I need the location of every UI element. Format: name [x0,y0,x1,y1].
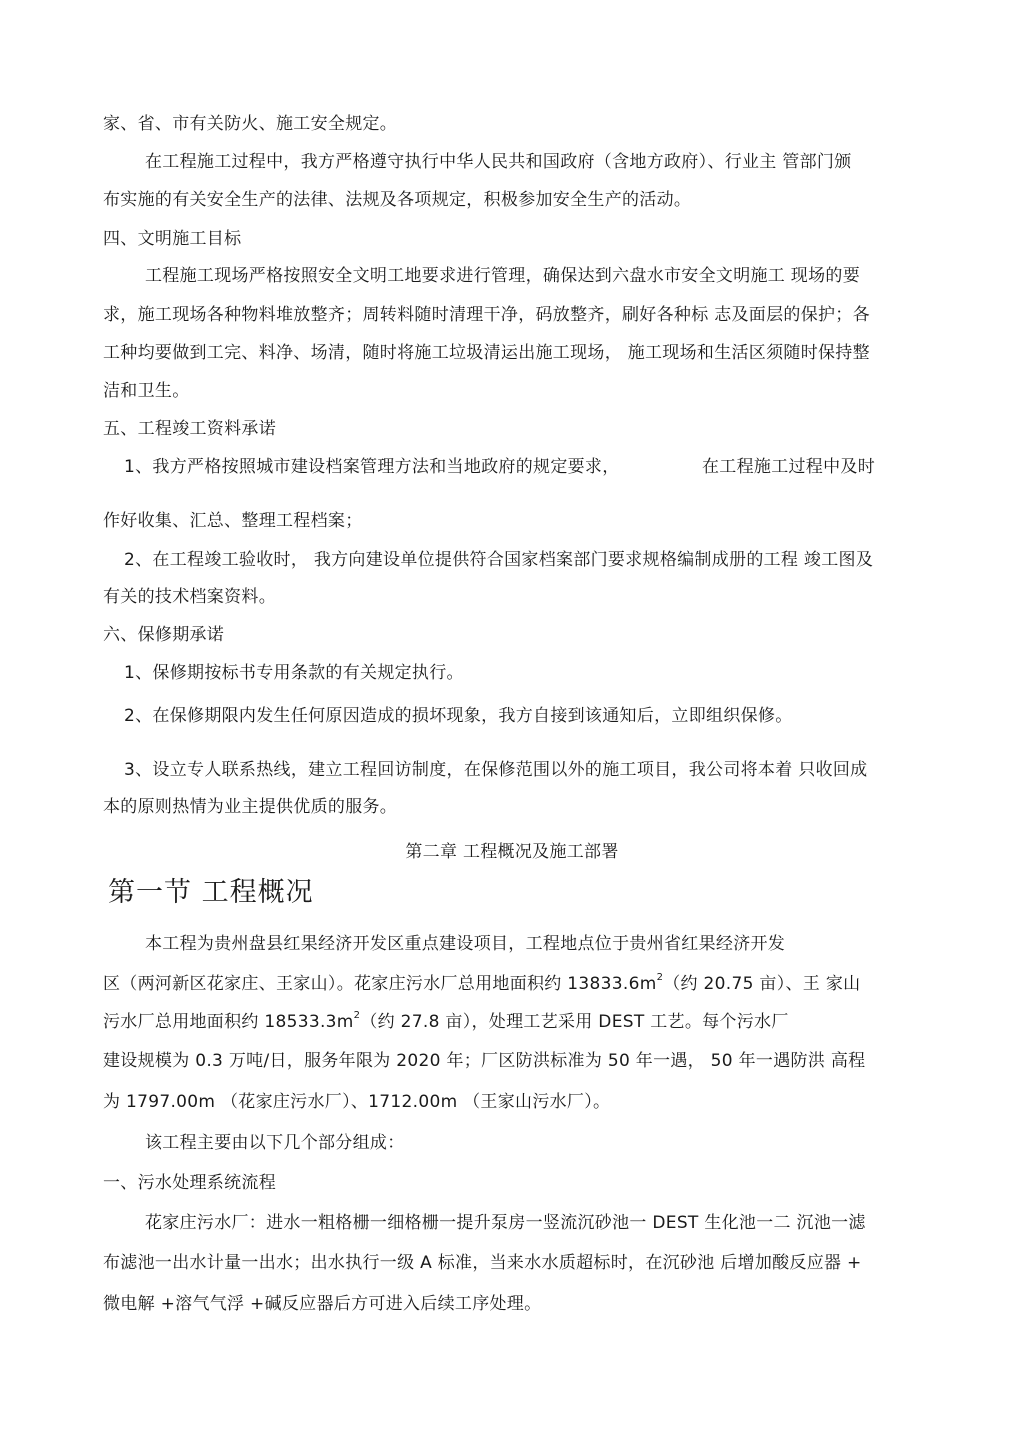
section-heading: 六、保修期承诺 [103,625,225,645]
section-title: 第一节 工程概况 [108,877,314,908]
text-line: 洁和卫生。 [103,381,190,401]
text-line: 1、我方严格按照城市建设档案管理方法和当地政府的规定要求， [124,457,620,477]
text-line: 布滤池一出水计量一出水；出水执行一级 A 标准，当来水水质超标时，在沉砂池 后增加酸反应器 + [103,1253,862,1273]
text-line: 工种均要做到工完、料净、场清，随时将施工垃圾清运出施工现场， 施工现场和生活区须随时保持整 [103,343,870,363]
text-line: 工程施工现场严格按照安全文明工地要求进行管理，确保达到六盘水市安全文明施工 现场的要 [145,266,861,286]
text-line [103,972,860,996]
text-span: 污水厂总用地面积约 18533.3m [103,1012,354,1032]
superscript: 2 [656,972,664,984]
text-line: 3、设立专人联系热线，建立工程回访制度，在保修范围以外的施工项目，我公司将本着 只收回成 [124,760,868,780]
text-span: （约 20.75 亩）、王 家山 [663,974,861,994]
text-span: 区（两河新区花家庄、王家山）。花家庄污水厂总用地面积约 13833.6m [103,974,657,994]
section-heading: 五、工程竣工资料承诺 [103,419,276,439]
section-heading: 四、文明施工目标 [103,229,242,249]
text-line: 在工程施工过程中，我方严格遵守执行中华人民共和国政府（含地方政府）、行业主 管部门颁 [145,152,852,172]
text-line: 布实施的有关安全生产的法律、法规及各项规定，积极参加安全生产的活动。 [103,190,692,210]
text-line: 求，施工现场各种物料堆放整齐；周转料随时清理干净，码放整齐，刷好各种标 志及面层的保护；各 [103,305,870,325]
section-heading: 一、污水处理系统流程 [103,1173,276,1193]
text-line: 为 1797.00m （花家庄污水厂）、1712.00m （王家山污水厂）。 [103,1092,611,1112]
text-line: 1、保修期按标书专用条款的有关规定执行。 [124,663,464,683]
text-line: 在工程施工过程中及时 [702,457,875,477]
text-line: 微电解 +溶气气浮 +碱反应器后方可进入后续工序处理。 [103,1294,542,1314]
chapter-title: 第二章 工程概况及施工部署 [405,842,619,862]
text-span: （约 27.8 亩），处理工艺采用 DEST 工艺。每个污水厂 [360,1012,789,1032]
text-line: 花家庄污水厂：进水一粗格栅一细格栅一提升泵房一竖流沉砂池一 DEST 生化池一二 沉池一滤 [145,1213,866,1233]
text-line: 有关的技术档案资料。 [103,587,276,607]
text-line: 家、省、市有关防火、施工安全规定。 [103,114,398,134]
text-line: 作好收集、汇总、整理工程档案； [103,511,363,531]
text-line [103,1010,789,1034]
text-line: 本工程为贵州盘县红果经济开发区重点建设项目，工程地点位于贵州省红果经济开发 [145,934,786,954]
text-line: 2、在工程竣工验收时， 我方向建设单位提供符合国家档案部门要求规格编制成册的工程 竣工图及 [124,550,874,570]
text-line: 本的原则热情为业主提供优质的服务。 [103,797,398,817]
text-line: 2、在保修期限内发生任何原因造成的损坏现象，我方自接到该通知后，立即组织保修。 [124,706,793,726]
text-line: 建设规模为 0.3 万吨/日，服务年限为 2020 年；厂区防洪标准为 50 年一遇， 50 年一遇防洪 高程 [103,1051,866,1071]
superscript: 2 [353,1010,361,1022]
text-line: 该工程主要由以下几个部分组成： [145,1133,405,1153]
